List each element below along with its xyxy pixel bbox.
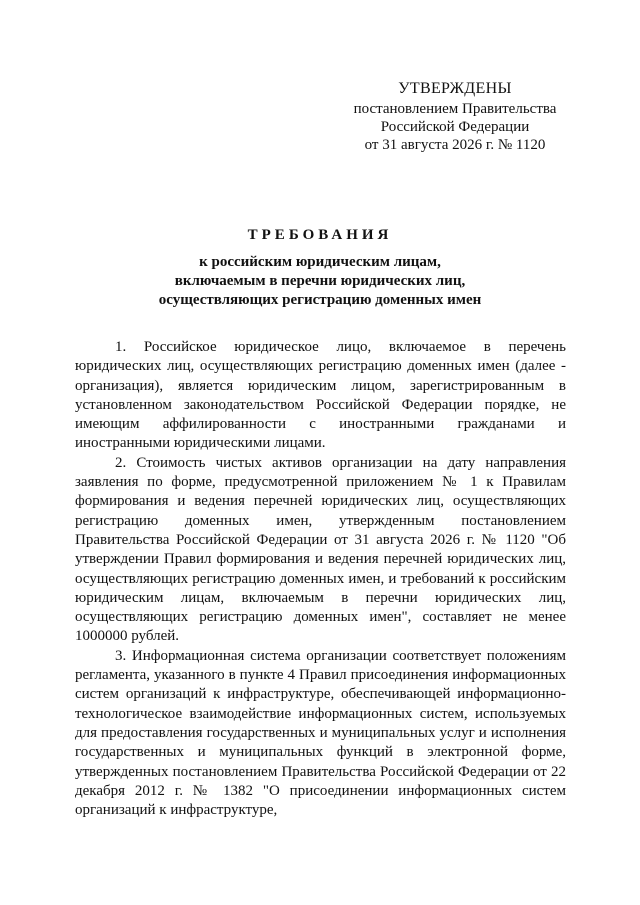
approval-title: УТВЕРЖДЕНЫ — [398, 80, 512, 97]
approval-line-2: Российской Федерации — [380, 119, 530, 135]
paragraph-2: 2. Стоимость чистых активов организации на дату направления заявления по форме, предусмотренной приложением № 1 к Правилам формирования и ведения перечней юридических лиц, осуществляющих регистрацию доменных имен, утвержденным постановлением Правительства Российской Федерации от 31 августа 2026 г. № 1120 "Об утверждении Правил формирования и ведения перечней юридических лиц, осуществляющих регистрацию доменных имен, и требований к российским юридическим лицам, включаемым в перечни юридических лиц, осуществляющих регистрацию доменных имен", составляет не менее 1000000 рублей. — [75, 454, 566, 645]
document-title: ТРЕБОВАНИЯ — [247, 227, 393, 243]
approval-stamp — [330, 80, 580, 154]
document-body — [75, 338, 566, 820]
subtitle-line-1: к российским юридическим лицам, — [199, 254, 441, 270]
subtitle-line-3: осуществляющих регистрацию доменных имен — [158, 292, 482, 308]
paragraph-1: 1. Российское юридическое лицо, включаемое в перечень юридических лиц, осуществляющих регистрацию доменных имен (далее - организация), является юридическим лицом, зарегистрированным в установленном законодательством Российской Федерации порядке, не имеющим аффилированности с иностранными гражданами и иностранными юридическими лицами. — [75, 339, 566, 452]
paragraph-3: 3. Информационная система организации соответствует положениям регламента, указанного в пункте 4 Правил присоединения информационных систем организаций к инфраструктуре, обеспечивающей информационно-технологическое взаимодействие информационных систем, используемых для предоставления государственных и муниципальных услуг и исполнения государственных и муниципальных функций в электронной форме, утвержденных постановлением Правительства Российской Федерации от 22 декабря 2012 г. № 1382 "О присоединении информационных систем организаций к инфраструктуре, — [75, 647, 566, 819]
document-subtitle — [0, 253, 640, 310]
approval-line-3: от 31 августа 2026 г. № 1120 — [364, 137, 546, 153]
approval-line-1: постановлением Правительства — [353, 101, 557, 117]
subtitle-line-2: включаемым в перечни юридических лиц, — [174, 273, 466, 289]
